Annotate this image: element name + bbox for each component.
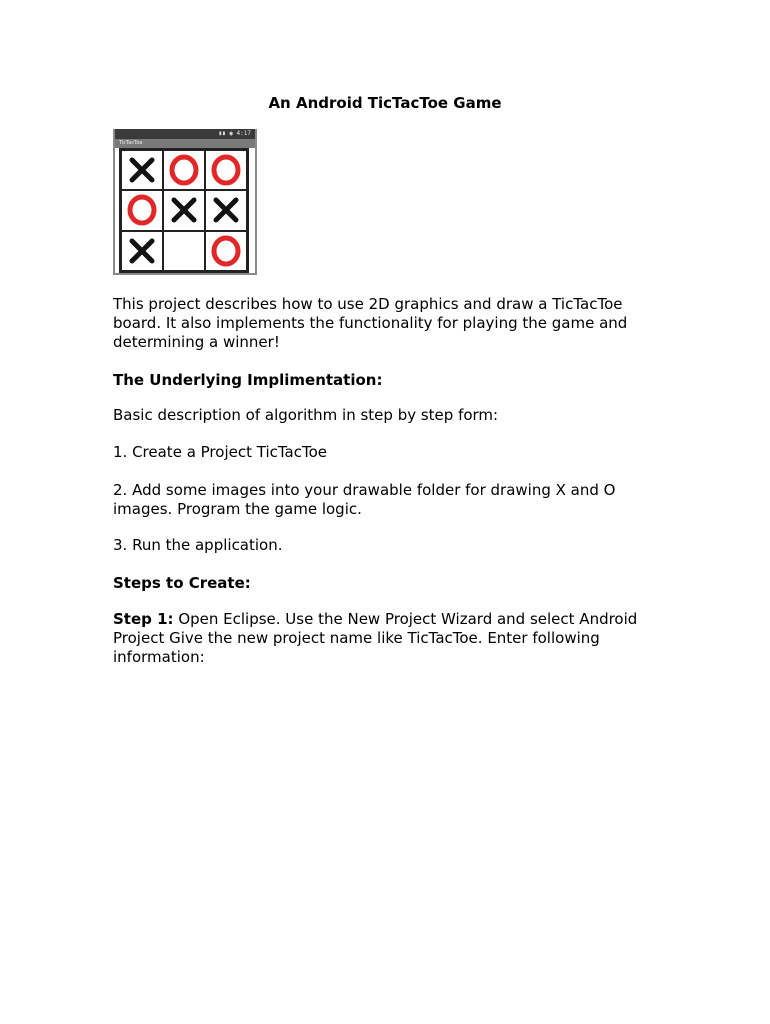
intro-paragraph: This project describes how to use 2D graphics and draw a TicTacToe board. It also implements the functionality for playing the game and determining a winner! (113, 295, 628, 351)
status-bar: ▮▮ ◉ 4:17 (115, 129, 255, 139)
algorithm-intro: Basic description of algorithm in step by step form: (113, 406, 499, 424)
board-cell (121, 190, 163, 230)
x-mark-icon (167, 193, 201, 227)
board-cell (205, 190, 247, 230)
x-mark-icon (209, 193, 243, 227)
step-list-item-2: 2. Add some images into your drawable folder for drawing X and O images. Program the game logic. (113, 481, 616, 518)
board-cell (121, 231, 163, 271)
board-cell (163, 150, 205, 190)
x-mark-icon (125, 234, 159, 268)
o-mark-icon (167, 153, 201, 187)
tictactoe-screenshot (113, 129, 257, 275)
o-mark-icon (209, 234, 243, 268)
board-cell (163, 190, 205, 230)
steps-heading: Steps to Create: (113, 574, 251, 592)
board-cell (205, 231, 247, 271)
document-title: An Android TicTacToe Game (268, 94, 502, 112)
step1-text: Open Eclipse. Use the New Project Wizard and select Android Project Give the new project name like TicTacToe. Enter following information: (113, 610, 638, 666)
step-list-item-1: 1. Create a Project TicTacToe (113, 443, 327, 461)
step1-label: Step 1: (113, 610, 174, 628)
o-mark-icon (209, 153, 243, 187)
board-cell (163, 231, 205, 271)
o-mark-icon (125, 193, 159, 227)
board-cell (205, 150, 247, 190)
app-title-bar: TicTacToe (115, 139, 255, 148)
implementation-heading: The Underlying Implimentation: (113, 371, 383, 389)
tictactoe-board (119, 148, 249, 273)
board-cell (121, 150, 163, 190)
x-mark-icon (125, 153, 159, 187)
step1-paragraph (113, 610, 653, 667)
step-list-item-3: 3. Run the application. (113, 536, 283, 554)
